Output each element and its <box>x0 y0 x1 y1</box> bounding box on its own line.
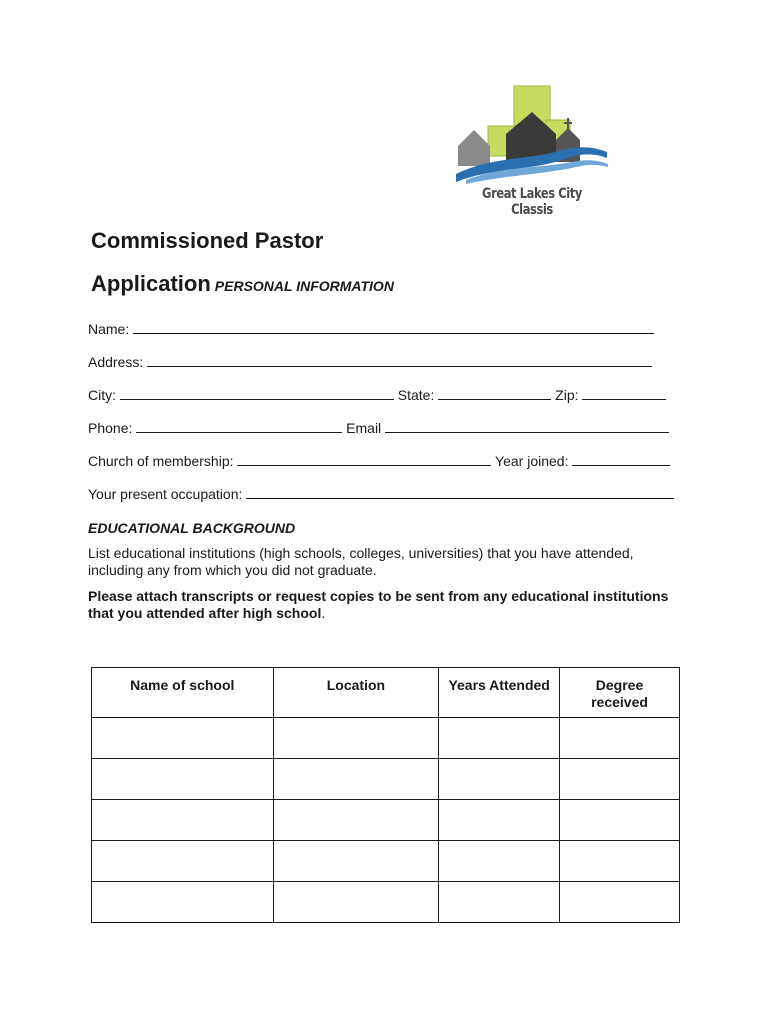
address-label: Address: <box>88 354 144 370</box>
zip-field[interactable] <box>582 386 666 400</box>
years-attended-cell[interactable] <box>439 718 560 759</box>
table-row <box>92 718 680 759</box>
city-label: City: <box>88 387 116 403</box>
header-name-of-school: Name of school <box>92 668 274 718</box>
school-name-cell[interactable] <box>92 800 274 841</box>
table-row <box>92 759 680 800</box>
city-state-zip-row <box>88 386 666 403</box>
phone-label: Phone: <box>88 420 133 436</box>
education-table-header-row <box>92 668 680 718</box>
header-degree-received: Degree received <box>560 668 680 718</box>
name-label: Name: <box>88 321 130 337</box>
email-field[interactable] <box>385 419 669 433</box>
degree-received-cell[interactable] <box>560 800 680 841</box>
city-field[interactable] <box>120 386 394 400</box>
occupation-field[interactable] <box>246 485 674 499</box>
church-field[interactable] <box>237 452 491 466</box>
name-row <box>88 320 654 337</box>
degree-received-cell[interactable] <box>560 882 680 923</box>
address-row <box>88 353 652 370</box>
degree-received-cell[interactable] <box>560 841 680 882</box>
years-attended-cell[interactable] <box>439 841 560 882</box>
school-name-cell[interactable] <box>92 759 274 800</box>
church-row <box>88 452 670 469</box>
church-label: Church of membership: <box>88 453 234 469</box>
degree-received-cell[interactable] <box>560 759 680 800</box>
location-cell[interactable] <box>273 800 439 841</box>
location-cell[interactable] <box>273 718 439 759</box>
address-field[interactable] <box>147 353 652 367</box>
state-label: State: <box>397 387 435 403</box>
transcripts-note-period: . <box>321 605 326 621</box>
name-field[interactable] <box>133 320 654 334</box>
email-label: Email <box>346 420 382 436</box>
years-attended-cell[interactable] <box>439 882 560 923</box>
phone-field[interactable] <box>136 419 342 433</box>
classis-logo <box>452 82 612 218</box>
table-row <box>92 800 680 841</box>
education-table <box>91 667 680 923</box>
header-years-attended: Years Attended <box>439 668 560 718</box>
page-title-line1: Commissioned Pastor <box>91 228 324 253</box>
phone-email-row <box>88 419 669 436</box>
table-row <box>92 841 680 882</box>
occupation-label: Your present occupation: <box>88 486 243 502</box>
section-personal-information: PERSONAL INFORMATION <box>214 278 394 294</box>
table-row <box>92 882 680 923</box>
logo-org-name: Great Lakes City Classis <box>482 186 582 218</box>
zip-label: Zip: <box>555 387 579 403</box>
occupation-row <box>88 485 674 502</box>
school-name-cell[interactable] <box>92 718 274 759</box>
school-name-cell[interactable] <box>92 882 274 923</box>
transcripts-note-text: Please attach transcripts or request copies to be sent from any educational institutions that you attended after high school <box>88 588 669 621</box>
header-location: Location <box>273 668 439 718</box>
page-title-line2 <box>91 271 394 297</box>
year-joined-label: Year joined: <box>495 453 569 469</box>
transcripts-note <box>88 588 678 622</box>
education-instructions: List educational institutions (high schools, colleges, universities) that you have attended, including any from which you did not graduate. <box>88 545 634 578</box>
years-attended-cell[interactable] <box>439 759 560 800</box>
location-cell[interactable] <box>273 882 439 923</box>
page-title-application: Application <box>91 271 211 296</box>
state-field[interactable] <box>438 386 551 400</box>
years-attended-cell[interactable] <box>439 800 560 841</box>
degree-received-cell[interactable] <box>560 718 680 759</box>
year-joined-field[interactable] <box>572 452 670 466</box>
school-name-cell[interactable] <box>92 841 274 882</box>
location-cell[interactable] <box>273 759 439 800</box>
educational-background-heading: EDUCATIONAL BACKGROUND <box>88 520 296 536</box>
city-skyline-logo-graphic <box>452 82 612 187</box>
location-cell[interactable] <box>273 841 439 882</box>
